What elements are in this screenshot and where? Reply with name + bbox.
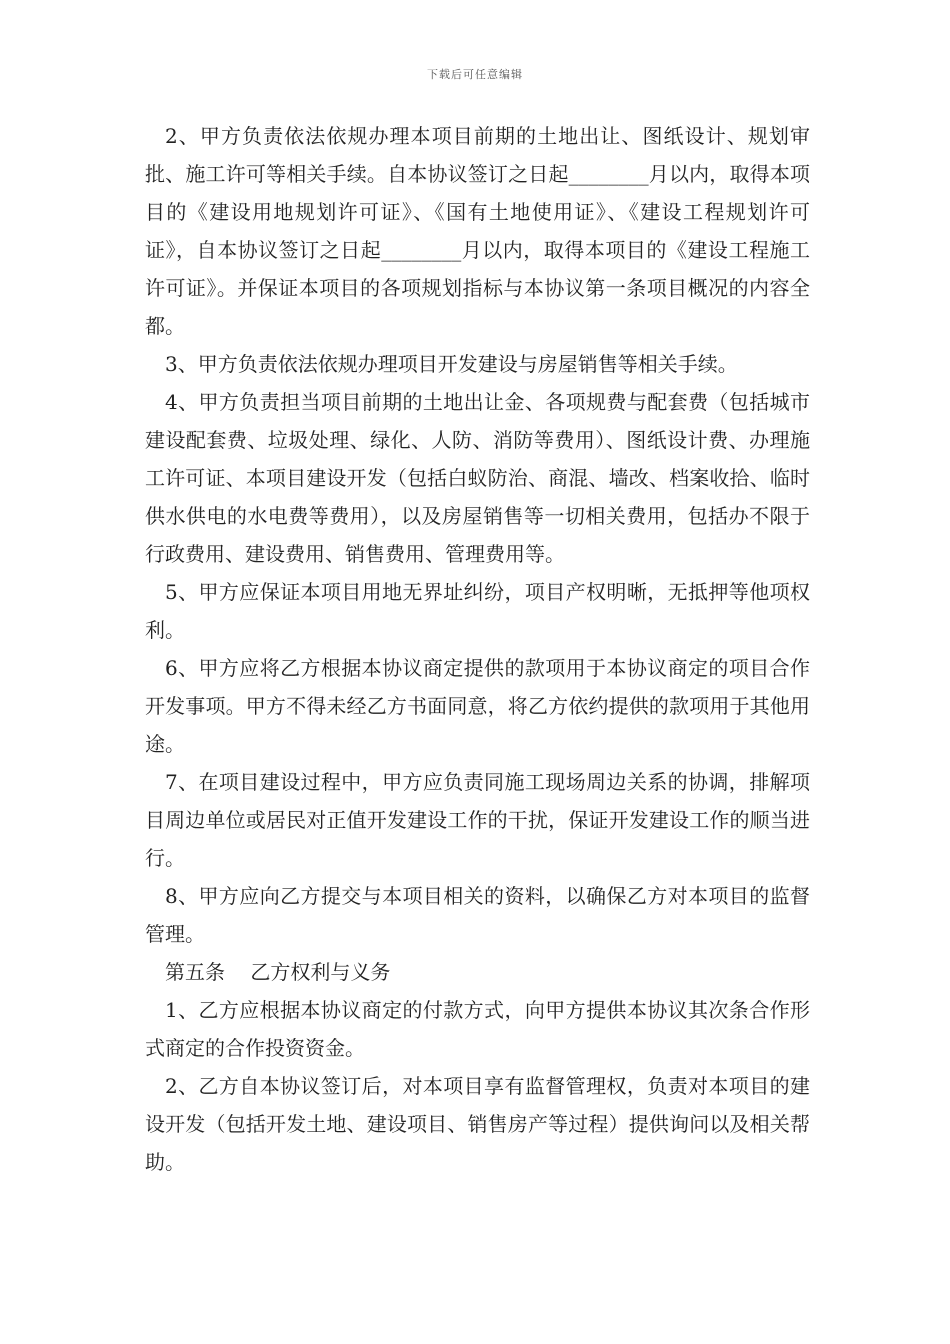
clause-paragraph-2: 2、甲方负责依法依规办理本项目前期的土地出让、图纸设计、规划审批、施工许可等相关手续。自本协议签订之日起________月以内，取得本项目的《建设用地规划许可证》、《国有土地使用证》、《建设工程规划许可证》，自本协议签订之日起________月以内，取得本项目的《建设工程施工许可证》。并保证本项目的各项规划指标与本协议第一条项目概况的内容全都。 — [145, 124, 810, 338]
party-b-paragraph-1: 1、乙方应根据本协议商定的付款方式，向甲方提供本协议其次条合作形式商定的合作投资资金。 — [145, 998, 810, 1060]
page-header-note: 下载后可任意编辑 — [427, 68, 523, 81]
document-body — [145, 117, 810, 1181]
article-five-heading: 第五条 乙方权利与义务 — [165, 960, 391, 984]
clause-paragraph-7: 7、在项目建设过程中，甲方应负责同施工现场周边关系的协调，排解项目周边单位或居民对正值开发建设工作的干扰，保证开发建设工作的顺当进行。 — [145, 770, 810, 870]
clause-paragraph-5: 5、甲方应保证本项目用地无界址纠纷，项目产权明晰，无抵押等他项权利。 — [145, 580, 810, 642]
party-b-paragraph-2: 2、乙方自本协议签订后，对本项目享有监督管理权，负责对本项目的建设开发（包括开发土地、建设项目、销售房产等过程）提供询问以及相关帮助。 — [145, 1074, 810, 1174]
clause-paragraph-3: 3、甲方负责依法依规办理项目开发建设与房屋销售等相关手续。 — [165, 352, 738, 376]
clause-paragraph-4: 4、甲方负责担当项目前期的土地出让金、各项规费与配套费（包括城市建设配套费、垃圾处理、绿化、人防、消防等费用）、图纸设计费、办理施工许可证、本项目建设开发（包括白蚁防治、商混、墙改、档案收拾、临时供水供电的水电费等费用），以及房屋销售等一切相关费用，包括办不限于行政费用、建设费用、销售费用、管理费用等。 — [145, 390, 810, 566]
clause-paragraph-6: 6、甲方应将乙方根据本协议商定提供的款项用于本协议商定的项目合作开发事项。甲方不得未经乙方书面同意，将乙方依约提供的款项用于其他用途。 — [145, 656, 810, 756]
clause-paragraph-8: 8、甲方应向乙方提交与本项目相关的资料，以确保乙方对本项目的监督管理。 — [145, 884, 810, 946]
